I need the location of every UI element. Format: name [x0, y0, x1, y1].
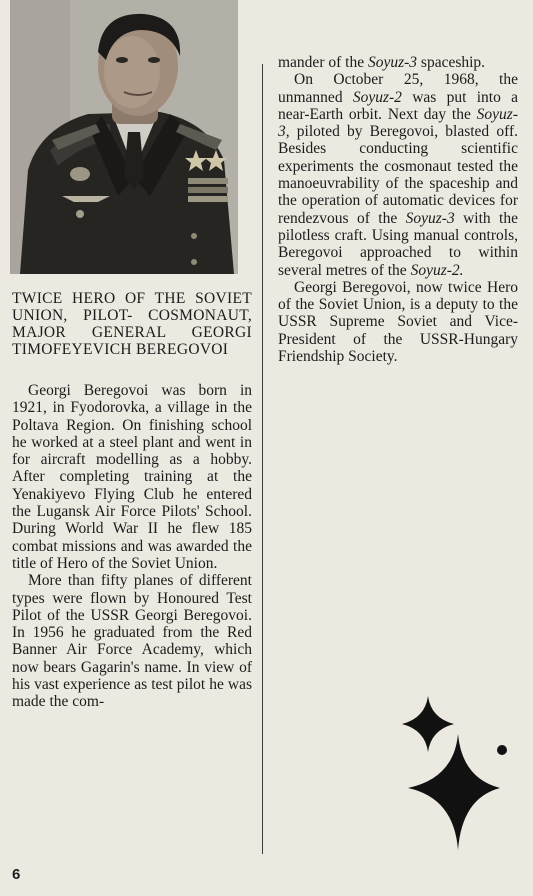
portrait-illustration — [10, 0, 238, 274]
paragraph: mander of the Soyuz-3 spaceship. — [278, 54, 486, 71]
page-number: 6 — [12, 866, 21, 883]
paragraph: More than fifty planes of different types were flown by Honoured Test Pilot of the USSR Georgi Beregovoi. In 1956 he graduated from the Red Banner Air Force Academy, which now bears Gagarin's name. In view of his vast experience as test pilot he was made the com- — [12, 572, 252, 711]
paragraph: Georgi Beregovoi, now twice Hero of the Soviet Union, is a deputy to the USSR Supreme Soviet and Vice-President of the USSR-Hungary Friendship Society. — [278, 278, 518, 366]
photo-caption: TWICE HERO OF THE SOVIET UNION, PILOT- COSMONAUT, MAJOR GENERAL GEORGI TIMOFEYEVICH BEREGOVOI — [12, 290, 252, 358]
left-column — [12, 290, 252, 711]
portrait-photo — [10, 0, 238, 274]
paragraph: Georgi Beregovoi was born in 1921, in Fyodorovka, a village in the Poltava Region. On finishing school he worked at a steel plant and went in for aircraft modelling as a hobby. After completing training at the Yenakiyevo Flying Club he entered the Lugansk Air Force Pilots' School. During World War II he flew 185 combat missions and was awarded the title of Hero of the Soviet Union. — [12, 382, 252, 572]
column-divider — [262, 64, 263, 854]
left-body — [12, 382, 252, 711]
paragraph: On October 25, 1968, the unmanned Soyuz-2 was put into a near-Earth orbit. Next day the Soyuz-3, piloted by Beregovoi, blasted off. Besides conducting scientific experiments the cosmonaut tested the manoeuvrability of the spaceship and the operation of automatic devices for rendezvous of the Soyuz-3 with the pilotless craft. Using manual controls, Beregovoi approached to within several metres of the Soyuz-2. — [278, 71, 518, 279]
star-decoration-icon — [396, 694, 516, 864]
right-column — [278, 54, 518, 365]
